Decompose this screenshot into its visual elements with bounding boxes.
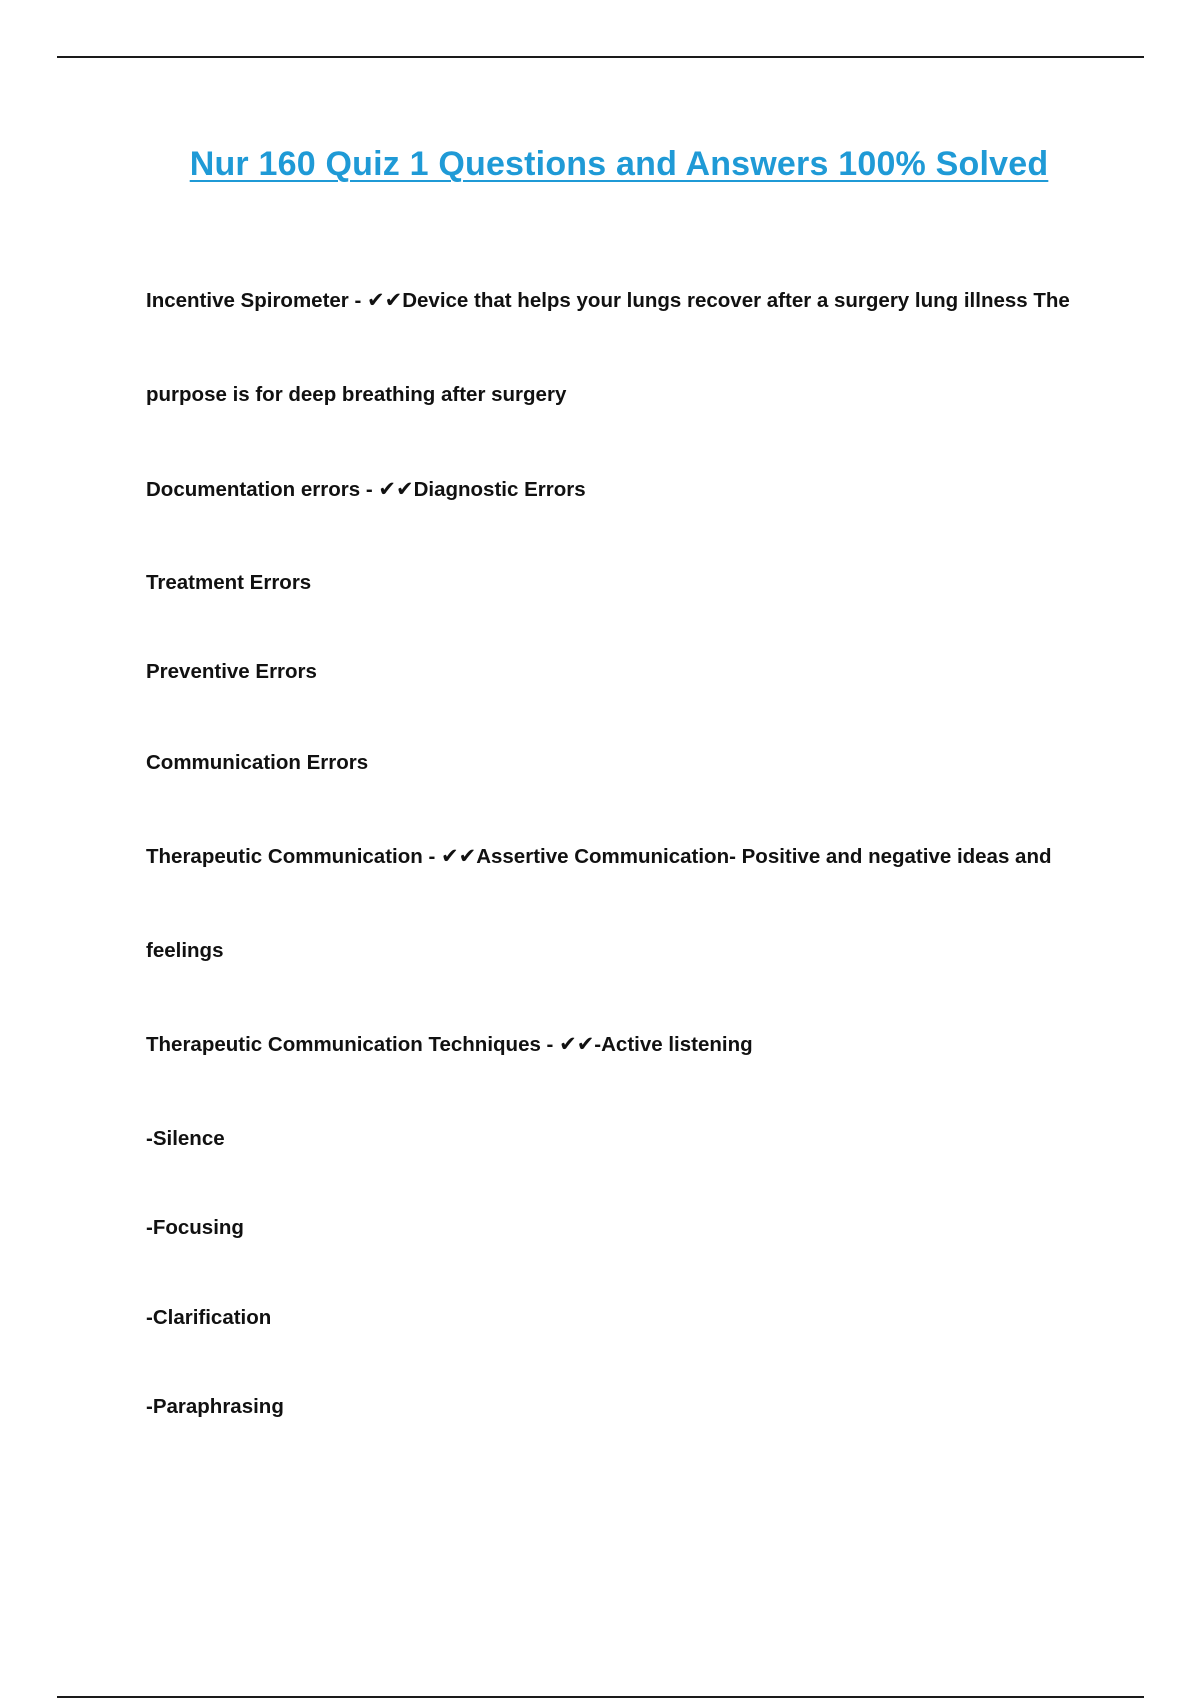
check-icon: ✔✔ bbox=[441, 844, 477, 868]
term-label: Incentive Spirometer - bbox=[146, 289, 368, 312]
answer-line: -Silence bbox=[146, 1127, 225, 1150]
answer-continuation: purpose is for deep breathing after surgery bbox=[146, 383, 567, 406]
answer-line: -Clarification bbox=[146, 1306, 272, 1329]
qa-item-therapeutic-communication-techniques bbox=[146, 1032, 753, 1057]
answer-text: Diagnostic Errors bbox=[413, 478, 586, 501]
answer-line: -Focusing bbox=[146, 1216, 244, 1239]
document-title[interactable]: Nur 160 Quiz 1 Questions and Answers 100% Solved bbox=[189, 145, 1049, 183]
answer-text: Device that helps your lungs recover after a surgery lung illness The bbox=[402, 289, 1070, 312]
check-icon: ✔✔ bbox=[367, 288, 403, 312]
term-label: Documentation errors - bbox=[146, 478, 379, 501]
answer-continuation: feelings bbox=[146, 939, 224, 962]
qa-item-documentation-errors bbox=[146, 477, 586, 502]
term-label: Therapeutic Communication Techniques - bbox=[146, 1033, 560, 1056]
answer-line: Treatment Errors bbox=[146, 571, 312, 594]
top-divider bbox=[57, 56, 1144, 58]
answer-line: -Paraphrasing bbox=[146, 1395, 284, 1418]
answer-line: Communication Errors bbox=[146, 751, 369, 774]
bottom-divider bbox=[57, 1696, 1144, 1698]
term-label: Therapeutic Communication - bbox=[146, 845, 441, 868]
qa-item-incentive-spirometer bbox=[146, 288, 1070, 313]
qa-item-therapeutic-communication bbox=[146, 844, 1052, 869]
check-icon: ✔✔ bbox=[559, 1032, 595, 1056]
answer-text: -Active listening bbox=[594, 1033, 753, 1056]
check-icon: ✔✔ bbox=[378, 477, 414, 501]
answer-line: Preventive Errors bbox=[146, 660, 317, 683]
answer-text: Assertive Communication- Positive and negative ideas and bbox=[476, 845, 1052, 868]
